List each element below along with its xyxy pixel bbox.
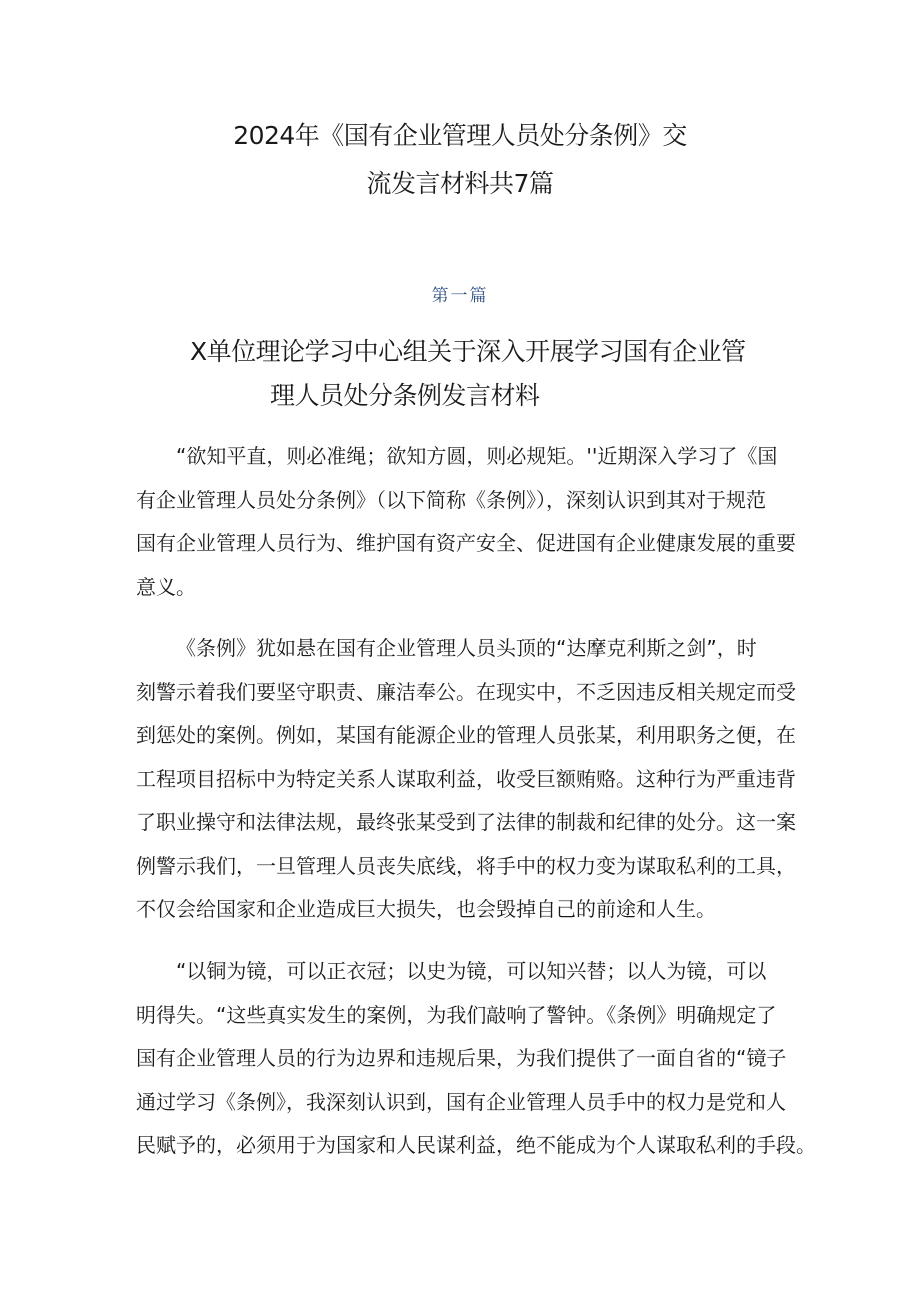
section-label: 第一篇 [431,286,489,306]
paragraph-line: 明得失。“这些真实发生的案例，为我们敲响了警钟。《条例》明确规定了 [136,1002,777,1027]
paragraph-line: “欲知平直，则必准绳；欲知方圆，则必规矩。''近期深入学习了《国 [176,444,778,468]
paragraph-line: 到惩处的案例。例如，某国有能源企业的管理人员张某，利用职务之便，在 [136,723,796,747]
paragraph-line: 《条例》犹如悬在国有企业管理人员头顶的“达摩克利斯之剑”，时 [176,636,757,660]
paragraph-1 [136,435,796,609]
paragraph-line: 刻警示着我们要坚守职责、廉洁奉公。在现实中，不乏因违反相关规定而受 [136,679,796,704]
paragraph-line: “以铜为镜，可以正衣冠；以史为镜，可以知兴替；以人为镜，可以 [176,959,767,983]
paragraph-line: 工程项目招标中为特定关系人谋取利益，收受巨额贿赂。这种行为严重违背 [136,766,796,791]
section-heading [190,330,800,418]
paragraph-line: 例警示我们，一旦管理人员丧失底线，将手中的权力变为谋取私利的工具， [136,853,796,878]
paragraph-line: 国有企业管理人员的行为边界和违规后果，为我们提供了一面自省的“镜子 [136,1046,787,1070]
document-title-line-2: 流发言材料共7篇 [366,169,554,198]
paragraph-2 [136,627,796,932]
section-heading-line-1: X单位理论学习中心组关于深入开展学习国有企业管 [190,337,746,366]
document-title-line-1: 2024年《国有企业管理人员处分条例》交 [233,121,687,150]
paragraph-line: 了职业操守和法律法规，最终张某受到了法律的制裁和纪律的处分。这一案 [136,810,796,834]
paragraph-line: 民赋予的，必须用于为国家和人民谋利益，绝不能成为个人谋取私利的手段。 [136,1133,816,1157]
paragraph-3 [136,950,816,1168]
paragraph-line: 国有企业管理人员行为、维护国有资产安全、促进国有企业健康发展的重要 [136,531,796,555]
paragraph-line: 意义。 [136,574,196,599]
paragraph-line: 不仅会给国家和企业造成巨大损失，也会毁掉自己的前途和人生。 [136,897,716,921]
document-title [200,112,720,208]
paragraph-line: 通过学习《条例》，我深刻认识到，国有企业管理人员手中的权力是党和人 [136,1089,786,1114]
paragraph-line: 有企业管理人员处分条例》（以下简称《条例》），深刻认识到其对于规范 [136,487,766,512]
section-heading-line-2: 理人员处分条例发言材料 [270,381,540,410]
